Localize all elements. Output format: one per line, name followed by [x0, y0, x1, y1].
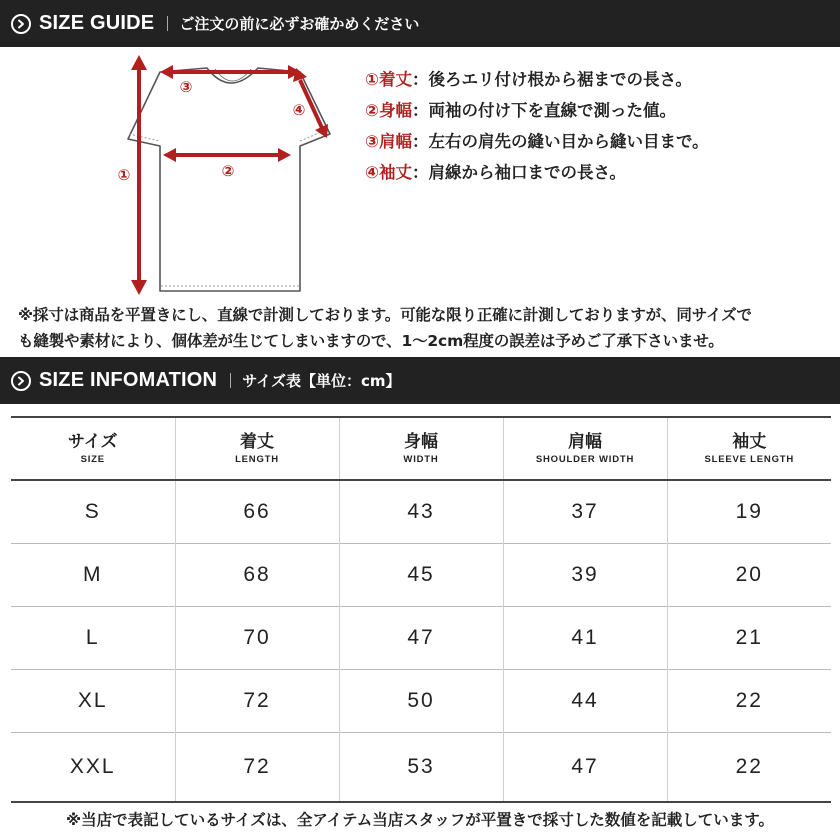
header-length: 着丈 LENGTH	[175, 417, 339, 480]
size-table	[11, 416, 831, 803]
note-line-1: ※採寸は商品を平置きにし、直線で計測しております。可能な限り正確に計測しておりますが、同サイズで	[18, 306, 752, 324]
cell-shoulder: 44	[503, 669, 667, 732]
cell-sleeve: 21	[735, 625, 763, 649]
table-row	[11, 669, 831, 732]
table-row	[11, 606, 831, 669]
size-info-title: SIZE INFOMATION	[39, 369, 218, 391]
cell-width: 43	[339, 480, 503, 543]
cell-sleeve: 22	[735, 688, 763, 712]
cell-shoulder: 47	[503, 732, 667, 802]
header-shoulder-width: 肩幅 SHOULDER WIDTH	[503, 417, 667, 480]
desc-length: ①着丈：後ろエリ付け根から裾までの長さ。	[365, 70, 692, 89]
cell-length: 72	[175, 669, 339, 732]
marker-sleeve: ④	[292, 101, 306, 119]
size-guide-header	[0, 0, 840, 47]
header-size: サイズ SIZE	[11, 417, 175, 480]
measurement-note	[18, 302, 836, 354]
footer-note: ※当店で表記しているサイズは、全アイテム当店スタッフが平置きで採寸した数値を記載しています。	[66, 811, 774, 829]
header-divider	[230, 373, 231, 388]
desc-sleeve: ④袖丈：肩線から袖口までの長さ。	[365, 163, 626, 182]
cell-width: 45	[339, 543, 503, 606]
marker-length: ①	[117, 166, 131, 184]
cell-sleeve: 20	[735, 562, 763, 586]
header-divider	[167, 16, 168, 31]
table-row	[11, 543, 831, 606]
header-width: 身幅 WIDTH	[339, 417, 503, 480]
cell-length: 72	[175, 732, 339, 802]
marker-width: ②	[221, 162, 235, 180]
length-arrow	[131, 55, 147, 295]
header-sleeve-length: 袖丈 SLEEVE LENGTH	[704, 431, 795, 465]
cell-sleeve: 22	[735, 754, 763, 778]
cell-shoulder: 41	[503, 606, 667, 669]
chevron-right-icon	[11, 14, 31, 34]
size-guide-title: SIZE GUIDE	[39, 12, 155, 34]
cell-size: M	[11, 543, 175, 606]
cell-shoulder: 37	[503, 480, 667, 543]
desc-width: ②身幅：両袖の付け下を直線で測った値。	[365, 101, 676, 120]
cell-size: XXL	[11, 732, 175, 802]
cell-length: 68	[175, 543, 339, 606]
cell-shoulder: 39	[503, 543, 667, 606]
measurement-descriptions	[365, 68, 709, 192]
cell-width: 50	[339, 669, 503, 732]
cell-size: XL	[11, 669, 175, 732]
desc-shoulder: ③肩幅：左右の肩先の縫い目から縫い目まで。	[365, 132, 709, 151]
cell-width: 47	[339, 606, 503, 669]
cell-size: S	[11, 480, 175, 543]
tshirt-diagram	[110, 50, 350, 300]
cell-length: 66	[175, 480, 339, 543]
chevron-right-icon	[11, 371, 31, 391]
cell-length: 70	[175, 606, 339, 669]
size-guide-subtitle: ご注文の前に必ずお確かめください	[179, 15, 420, 33]
cell-size: L	[11, 606, 175, 669]
size-info-header	[0, 357, 840, 404]
cell-sleeve: 19	[735, 499, 763, 523]
table-row	[11, 480, 831, 543]
table-row	[11, 732, 831, 802]
note-line-2: も縫製や素材により、個体差が生じてしまいますので、1〜2cm程度の誤差は予めご了承下さいませ。	[18, 332, 724, 350]
cell-width: 53	[339, 732, 503, 802]
size-info-subtitle: サイズ表【単位：cm】	[242, 372, 401, 390]
table-header-row	[11, 417, 831, 480]
marker-shoulder: ③	[179, 78, 193, 96]
